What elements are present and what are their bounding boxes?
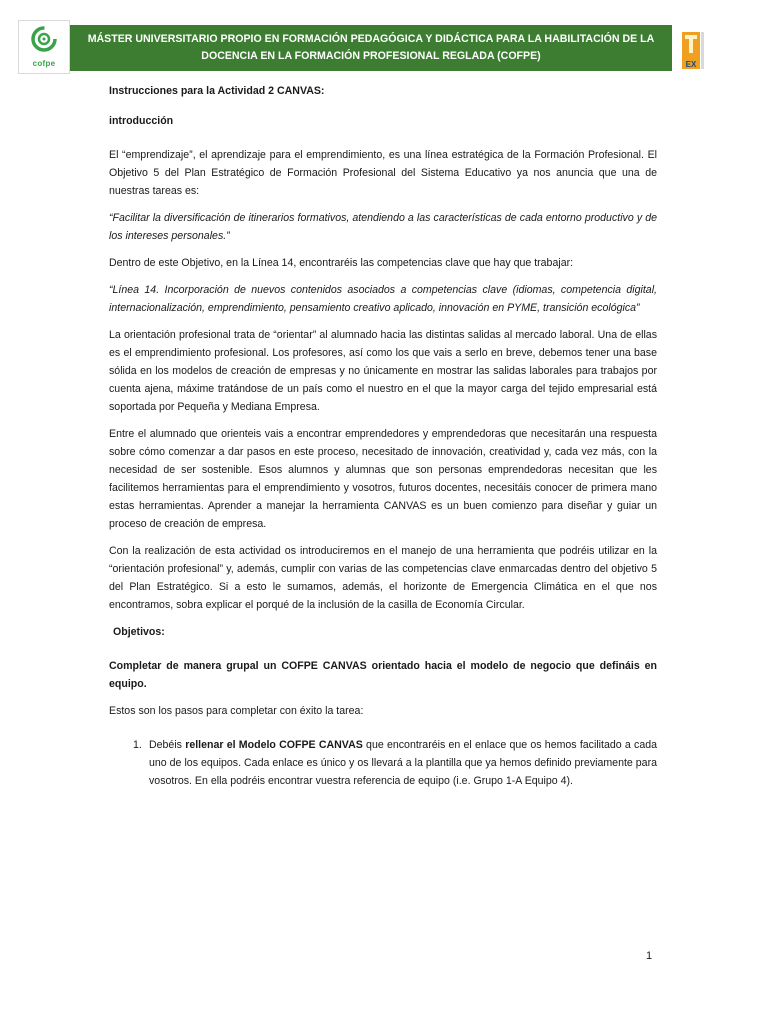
paragraph-1: El “emprendizaje”, el aprendizaje para el emprendimiento, es una línea estratégica de la Formación Profesional. El Objetivo 5 del Plan Estratégico de Formación Profesional del Sistema Educativo ya nos anuncia que una de nuestras tareas es: <box>109 149 657 197</box>
uex-logo-text: EX <box>685 60 697 69</box>
header-title-line-2: DOCENCIA EN LA FORMACIÓN PROFESIONAL REGLADA (COFPE) <box>201 50 541 62</box>
document-header <box>0 0 768 92</box>
step-1-text-c: que encontraréis en el enlace que os hemos facilitado a cada uno de los equipos. Cada enlace es único y os llevará a la plantilla que ya hemos definido previamente para vosotros. En ella podréis encontrar vuestra referencia de equipo (i.e. Grupo 1-A Equipo 4). <box>149 739 657 787</box>
quote-1: “Facilitar la diversificación de itinerarios formativos, atendiendo a las características de cada entorno productivo y de los intereses personales.” <box>109 212 657 242</box>
steps-intro: Estos son los pasos para completar con éxito la tarea: <box>109 705 364 717</box>
objective-text: Completar de manera grupal un COFPE CANVAS orientado hacia el modelo de negocio que defináis en equipo. <box>109 660 657 690</box>
intro-heading: introducción <box>109 115 174 127</box>
paragraph-3: La orientación profesional trata de “orientar” al alumnado hacia las distintas salidas al mercado laboral. Una de ellas es el emprendimiento profesional. Los profesores, así como los que vais a serlo en breve, debemos tener una base sólida en los modelos de creación de empresas y no únicamente en mostrar las salidas laborales para trabajos por cuenta ajena, máxime tratándose de un país como el nuestro en el que la mayor carga del tejido empresarial está soportada por Pequeña y Mediana Empresa. <box>109 329 657 413</box>
step-1-text-a: Debéis <box>149 739 186 751</box>
paragraph-4: Entre el alumnado que orienteis vais a encontrar emprendedores y emprendedoras que necesitarán una respuesta sobre cómo comenzar a dar pasos en este proceso, necesitado de innovación, creatividad y, cada vez más, con la necesidad de ser sostenible. Esos alumnos y alumnas que son personas emprendedoras necesitan que les facilitemos herramientas para el emprendimiento y vosotros, futuros docentes, necesitáis conocer de primera mano estas herramientas. Aprender a manejar la herramienta CANVAS es un buen comienzo para diseñar y guiar un proceso de creación de empresa. <box>109 428 657 530</box>
objectives-heading: Objetivos: <box>113 626 165 638</box>
header-title-band <box>70 25 672 71</box>
cofpe-logo <box>18 20 70 74</box>
step-1-text-bold: rellenar el Modelo COFPE CANVAS <box>185 739 363 751</box>
cofpe-logo-text: cofpe <box>32 59 56 68</box>
uex-logo <box>680 30 706 72</box>
header-title-line-1: MÁSTER UNIVERSITARIO PROPIO EN FORMACIÓN PEDAGÓGICA Y DIDÁCTICA PARA LA HABILITACIÓN DE LA <box>87 33 655 45</box>
document-title: Instrucciones para la Actividad 2 CANVAS: <box>109 85 325 97</box>
step-1 <box>109 736 657 790</box>
page-number: 1 <box>646 950 653 962</box>
paragraph-5: Con la realización de esta actividad os introduciremos en el manejo de una herramienta que podréis utilizar en la “orientación profesional” y, además, cumplir con varias de las competencias clave enmarcadas dentro del objetivo 5 del Plan Estratégico. Si a esto le sumamos, además, el horizonte de Emergencia Climática en el que nos encontramos, sobra explicar el porqué de la inclusión de la casilla de Economía Circular. <box>109 545 657 611</box>
quote-2: “Línea 14. Incorporación de nuevos contenidos asociados a competencias clave (idiomas, competencia digital, internacionalización, emprendimiento, pensamiento creativo aplicado, innovación en PYME, transición ecológica” <box>109 284 657 314</box>
document-body <box>109 82 657 790</box>
paragraph-2: Dentro de este Objetivo, en la Línea 14, encontraréis las competencias clave que hay que trabajar: <box>109 257 574 269</box>
step-1-number: 1. <box>133 739 142 751</box>
